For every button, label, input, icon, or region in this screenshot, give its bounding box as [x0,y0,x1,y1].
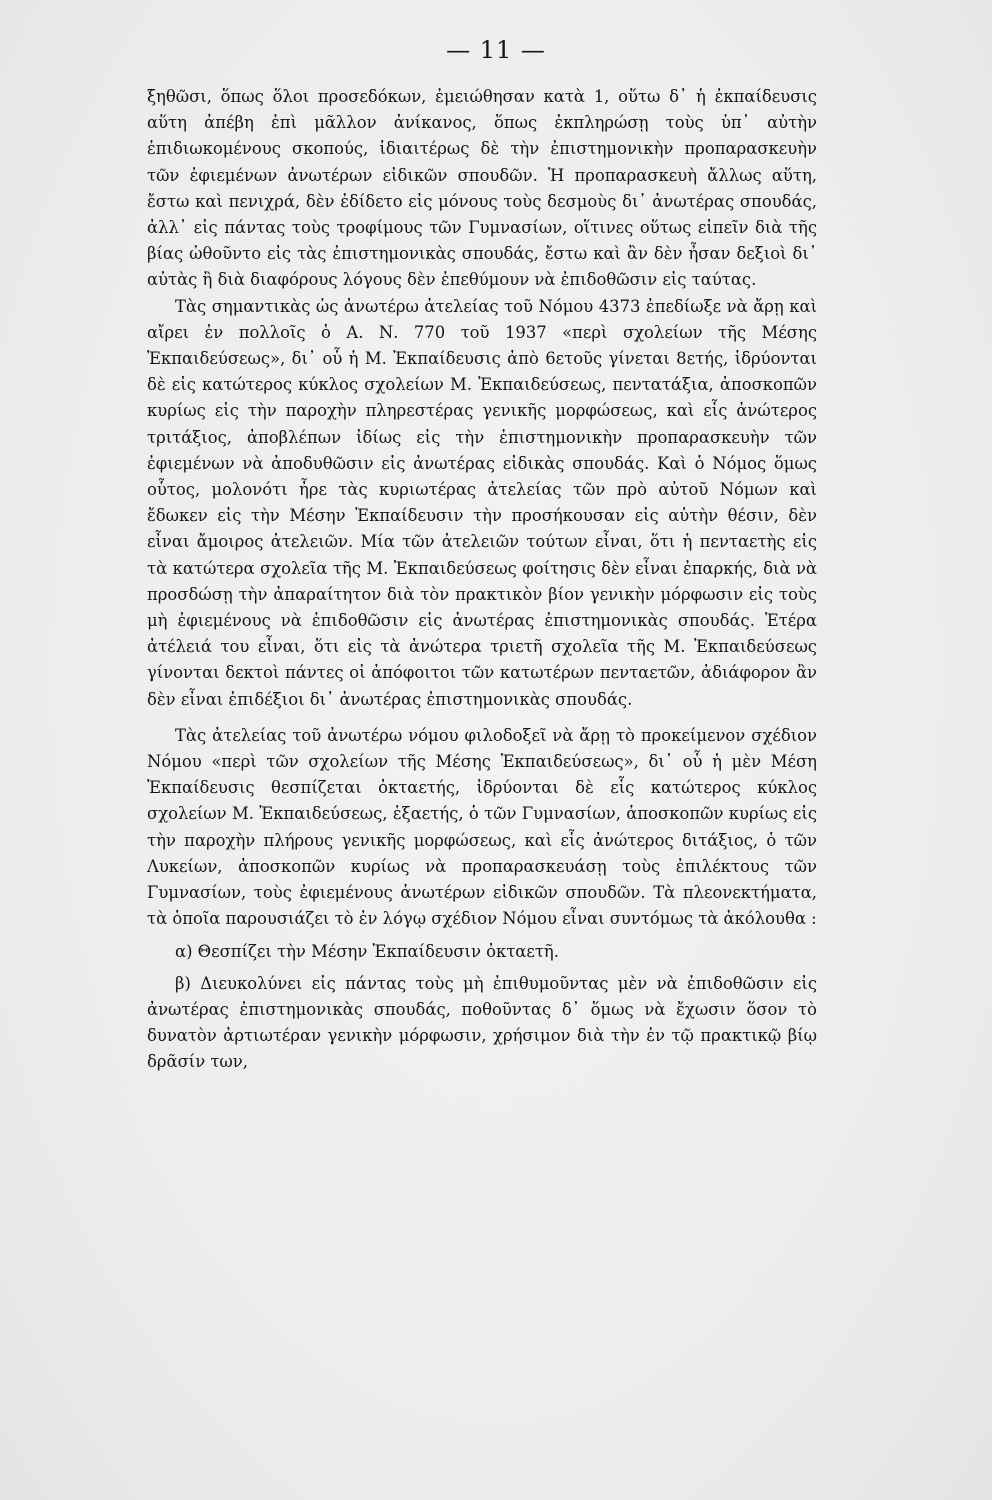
body-text [147,84,817,1076]
paragraph-draft-law: Τὰς ἀτελείας τοῦ ἀνωτέρω νόμου φιλοδοξεῖ νὰ ἄρῃ τὸ προκείμενον σχέδιον Νόμου «περὶ τῶν σχολείων τῆς Μέσης Ἐκπαιδεύσεως», δι᾽ οὗ ἡ μὲν Μέση Ἐκπαίδευσις θεσπίζεται ὀκταετής, ἱδρύονται δὲ εἷς κατώτερος κύκλος σχολείων Μ. Ἐκπαιδεύσεως, ἑξαετής, ὁ τῶν Γυμνασίων, ἀποσκοπῶν κυρίως εἰς τὴν παροχὴν πλήρους γενικῆς μορφώσεως, καὶ εἷς ἀνώτερος διτάξιος, ὁ τῶν Λυκείων, ἀποσκοπῶν κυρίως νὰ προπαρασκευάσῃ τοὺς ἐπιλέκτους τῶν Γυμνασίων, τοὺς ἐφιεμένους ἀνωτέρων εἰδικῶν σπουδῶν. Τὰ πλεονεκτήματα, τὰ ὁποῖα παρουσιάζει τὸ ἐν λόγῳ σχέδιον Νόμου εἶναι συντόμως τὰ ἀκόλουθα : [147,725,817,929]
list-item-alpha: α) Θεσπίζει τὴν Μέσην Ἐκπαίδευσιν ὀκταετῆ. [175,941,559,961]
paragraph-continuation: ξηθῶσι, ὅπως ὅλοι προσεδόκων, ἐμειώθησαν κατὰ 1, οὕτω δ᾽ ἡ ἐκπαίδευσις αὕτη ἀπέβη ἐπὶ μᾶλλον ἀνίκανος, ὅπως ἐκπληρώσῃ τοὺς ὑπ᾽ αὐτὴν ἐπιδιωκομένους σκοπούς, ἰδιαιτέρως δὲ τὴν ἐπιστημονικὴν προπαρασκευὴν τῶν ἐφιεμένων ἀνωτέρων εἰδικῶν σπουδῶν. Ἡ προπαρασκευὴ ἄλλως αὕτη, ἔστω καὶ πενιχρά, δὲν ἐδίδετο εἰς μόνους τοὺς δεσμοὺς δι᾽ ἀνωτέρας σπουδάς, ἀλλ᾽ εἰς πάντας τοὺς τροφίμους τῶν Γυμνασίων, οἵτινες οὕτως εἰπεῖν διὰ τῆς βίας ὠθοῦντο εἰς τὰς ἐπιστημονικὰς σπουδάς, ἔστω καὶ ἂν δὲν ἦσαν δεξιοὶ δι᾽ αὐτὰς ἢ διὰ διαφόρους λόγους δὲν ἐπεθύμουν νὰ ἐπιδοθῶσιν εἰς ταύτας. [147,87,817,290]
page-number: — 11 — [446,36,546,64]
paragraph-law-4373: Τὰς σημαντικὰς ὡς ἀνωτέρω ἀτελείας τοῦ Νόμου 4373 ἐπεδίωξε νὰ ἄρῃ καὶ αἴρει ἐν πολλοῖς ὁ Α. Ν. 770 τοῦ 1937 «περὶ σχολείων τῆς Μέσης Ἐκπαιδεύσεως», δι᾽ οὗ ἡ Μ. Ἐκπαίδευσις ἀπὸ 6ετοῦς γίνεται 8ετής, ἱδρύονται δὲ εἰς κατώτερος κύκλος σχολείων Μ. Ἐκπαιδεύσεως, πεντατάξια, ἀποσκοπῶν κυρίως εἰς τὴν παροχὴν πληρεστέρας γενικῆς μορφώσεως, καὶ εἷς ἀνώτερος τριτάξιος, ἀποβλέπων ἰδίως εἰς τὴν ἐπιστημονικὴν προπαρασκευὴν τῶν ἐφιεμένων νὰ ἀποδυθῶσιν εἰς ἀνωτέρας εἰδικὰς σπουδάς. Καὶ ὁ Νόμος ὅμως οὗτος, μολονότι ἦρε τὰς κυριωτέρας ἀτελείας τῶν πρὸ αὐτοῦ Νόμων καὶ ἔδωκεν εἰς τὴν Μέσην Ἐκπαίδευσιν τὴν προσήκουσαν εἰς αὐτὴν θέσιν, δὲν εἶναι ἄμοιρος ἀτελειῶν. Μία τῶν ἀτελειῶν τούτων εἶναι, ὅτι ἡ πενταετὴς εἰς τὰ κατώτερα σχολεῖα τῆς Μ. Ἐκπαιδεύσεως φοίτησις δὲν εἶναι ἐπαρκής, διὰ νὰ προσδώσῃ τὴν ἀπαραίτητον διὰ τὸν πρακτικὸν βίον γενικὴν μόρφωσιν εἰς τοὺς μὴ ἐφιεμένους νὰ ἐπιδοθῶσιν εἰς ἀνωτέρας ἐπιστημονικὰς σπουδάς. Ἑτέρα ἀτέλειά του εἶναι, ὅτι εἰς τὰ ἀνώτερα τριετῆ σχολεῖα τῆς Μ. Ἐκπαιδεύσεως γίνονται δεκτοὶ πάντες οἱ ἀπόφοιτοι τῶν κατωτέρων πενταετῶν, ἀδιάφορον ἂν δὲν εἶναι ἐπιδέξιοι δι᾽ ἀνωτέρας ἐπιστημονικὰς σπουδάς. [147,296,817,709]
list-item-beta: β) Διευκολύνει εἰς πάντας τοὺς μὴ ἐπιθυμοῦντας μὲν νὰ ἐπιδοθῶσιν εἰς ἀνωτέρας ἐπιστημονικὰς σπουδάς, ποθοῦντας δ᾽ ὅμως νὰ ἔχωσιν ὅσον τὸ δυνατὸν ἀρτιωτέραν γενικὴν μόρφωσιν, χρήσιμον διὰ τὴν ἐν τῷ πρακτικῷ βίῳ δρᾶσίν των, [147,973,817,1072]
